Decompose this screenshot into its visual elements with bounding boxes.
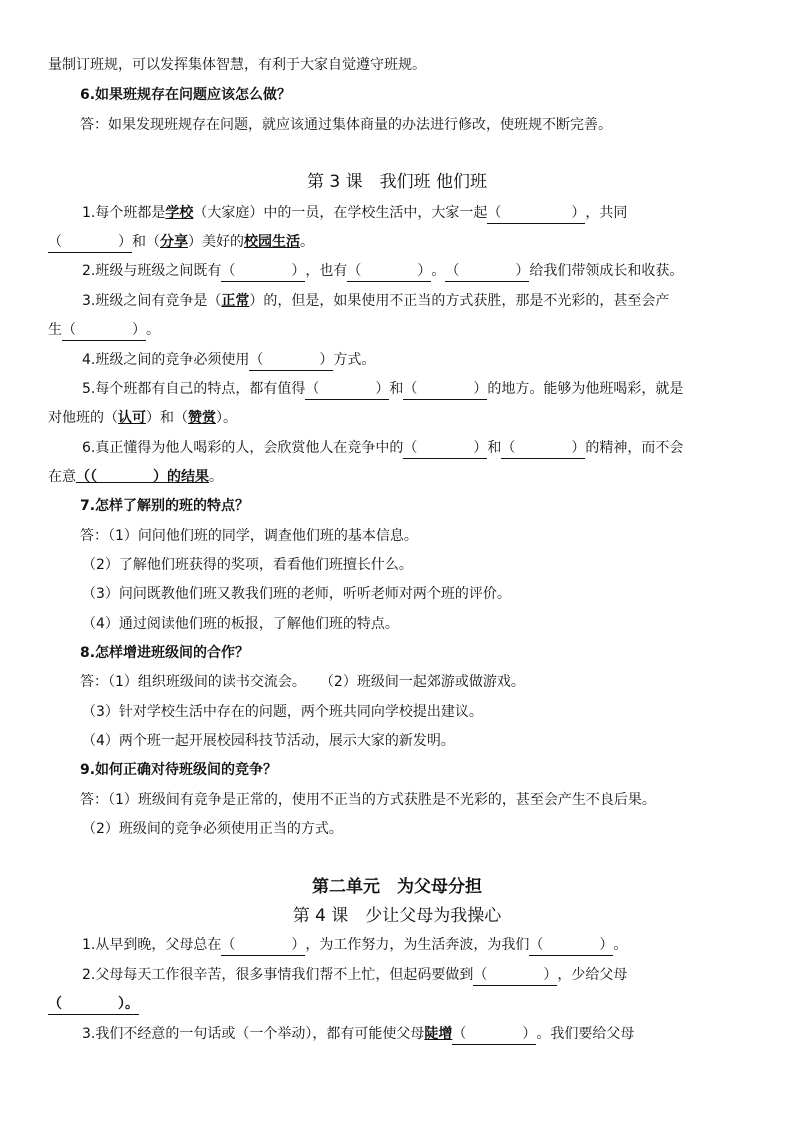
answer-text: 赞赏 [188,410,216,426]
fill-blank: （ ） [452,1024,536,1045]
answer-text: （（ ）的结果 [76,469,209,485]
fill-blank: （ ） [48,232,132,253]
text: 对他班的（ [48,410,118,426]
fill-blank: （ ） [249,350,333,371]
question-text: 6.如果班规存在问题应该怎么做？ [80,87,292,103]
text: 3.我们不经意的一句话或（一个举动），都有可能使父母 [82,1026,425,1042]
paragraph [48,55,748,75]
item-3-line-2 [48,320,748,341]
answer-9-1 [80,790,780,810]
text: 1.从早到晚，父母总在 [82,937,222,953]
answer-text: 答：（1）问问他们班的同学，调查他们班的基本信息。 [80,528,418,544]
fill-blank: （ ） [403,438,487,459]
text: 1.每个班都是 [82,205,166,221]
fill-blank: （ ） [221,935,305,956]
lesson-4-title [0,904,794,928]
text: 2.班级与班级之间既有 [82,263,222,279]
text: ，也有 [305,263,348,279]
text: ）和（ [146,410,188,426]
answer-text: 正常 [221,293,250,309]
text: 方式。 [333,352,376,368]
answer-9-2 [82,819,782,839]
lesson-4-item-1 [82,935,782,956]
item-6-line-2 [48,467,748,487]
text: 给我们带领成长和收获。 [529,263,684,279]
answer-8-1 [80,672,780,692]
answer-text: （2）班级间的竞争必须使用正当的方式。 [82,821,343,837]
question-text: 9.如何正确对待班级间的竞争？ [80,762,278,778]
unit-2-title [0,875,794,899]
text: 2.父母每天工作很辛苦，很多事情我们帮不上忙，但起码要做到 [82,967,474,983]
item-6-line-1 [82,438,782,459]
answer-text: （3）问问既教他们班又教我们班的老师，听听老师对两个班的评价。 [82,586,511,602]
text: 。 [300,234,314,250]
text: 。我们要给父母 [536,1026,635,1042]
fill-blank: （ ） [62,320,146,341]
text: （大家庭）中的一员，在学校生活中，大家一起 [193,205,488,221]
text: 量制订班规，可以发挥集体智慧，有利于大家自觉遵守班规。 [48,57,426,73]
answer-text: （4）两个班一起开展校园科技节活动，展示大家的新发明。 [82,733,455,749]
lesson-title-text: 第 3 课 我们班 他们班 [306,172,488,192]
fill-blank: （ ） [501,438,585,459]
answer-7-2 [82,555,782,575]
fill-blank: （ ） [221,261,305,282]
answer-text: 答：如果发现班规存在问题，就应该通过集体商量的办法进行修改，使班规不断完善。 [80,117,612,133]
text: 和 [487,440,502,456]
text: 的精神，而不会 [585,440,684,456]
question-6 [80,85,780,105]
lesson-4-item-3 [82,1024,782,1045]
text: 和（ [132,234,160,250]
answer-text: 认可 [118,410,146,426]
text: ）美好的 [188,234,244,250]
text: ）。 [216,410,237,426]
item-3-line-1 [82,291,782,311]
answer-text: （4）通过阅读他们班的板报，了解他们班的特点。 [82,616,399,632]
text: 4.班级之间的竞争必须使用 [82,352,250,368]
lesson-4-item-2-line-2 [48,994,748,1015]
question-7 [80,496,780,516]
answer-text: 答：（1）班级间有竞争是正常的，使用不正当的方式获胜是不光彩的，甚至会产生不良后果。 [80,792,656,808]
question-8 [80,643,780,663]
text: 。 [146,322,160,338]
text: 。 [209,469,223,485]
answer-8-4 [82,731,782,751]
item-5-line-2 [48,408,748,428]
answer-text: 校园生活 [244,234,300,250]
fill-blank: （ ）。 [48,994,139,1015]
answer-text: 学校 [165,205,194,221]
fill-blank: （ ） [347,261,431,282]
answer-text: （3）针对学校生活中存在的问题，两个班共同向学校提出建议。 [82,704,483,720]
fill-blank: （ ） [305,379,389,400]
item-5-line-1 [82,379,782,400]
text: ，少给父母 [557,967,628,983]
unit-title-text: 第二单元 为父母分担 [312,877,482,897]
text: 。 [431,263,446,279]
question-text: 7.怎样了解别的班的特点？ [80,498,250,514]
lesson-title-text: 第 4 课 少让父母为我操心 [292,906,502,926]
text: 5.每个班都有自己的特点，都有值得 [82,381,306,397]
question-text: 8.怎样增进班级间的合作？ [80,645,250,661]
item-1-line-2 [48,232,748,253]
text: 的地方。能够为他班喝彩，就是 [487,381,684,397]
answer-text: （2）了解他们班获得的奖项，看看他们班擅长什么。 [82,557,413,573]
fill-blank: （ ） [403,379,487,400]
item-4 [82,350,782,371]
lesson-3-title [0,170,794,194]
answer-text: 分享 [160,234,188,250]
answer-6 [80,115,780,135]
text: 生 [48,322,62,338]
text: 在意 [48,469,76,485]
text: ，为工作努力，为生活奔波，为我们 [305,937,530,953]
answer-7-4 [82,614,782,634]
text: 3.班级之间有竞争是（ [82,293,222,309]
answer-8-3 [82,702,782,722]
question-9 [80,760,780,780]
answer-text: 答：（1）组织班级间的读书交流会。 （2）班级间一起郊游或做游戏。 [80,674,525,690]
answer-7-3 [82,584,782,604]
answer-text: 陡增 [424,1026,453,1042]
text: 和 [389,381,404,397]
item-1-line-1 [82,203,782,224]
fill-blank: （ ） [529,935,613,956]
text: ，共同 [585,205,628,221]
fill-blank: （ ） [473,965,557,986]
fill-blank: （ ） [487,203,585,224]
lesson-4-item-2-line-1 [82,965,782,986]
fill-blank: （ ） [445,261,529,282]
item-2 [82,261,782,282]
text: ）的，但是，如果使用不正当的方式获胜，那是不光彩的，甚至会产 [249,293,670,309]
text: 。 [613,937,628,953]
answer-7-1 [80,526,780,546]
text: 6.真正懂得为他人喝彩的人，会欣赏他人在竞争中的 [82,440,404,456]
